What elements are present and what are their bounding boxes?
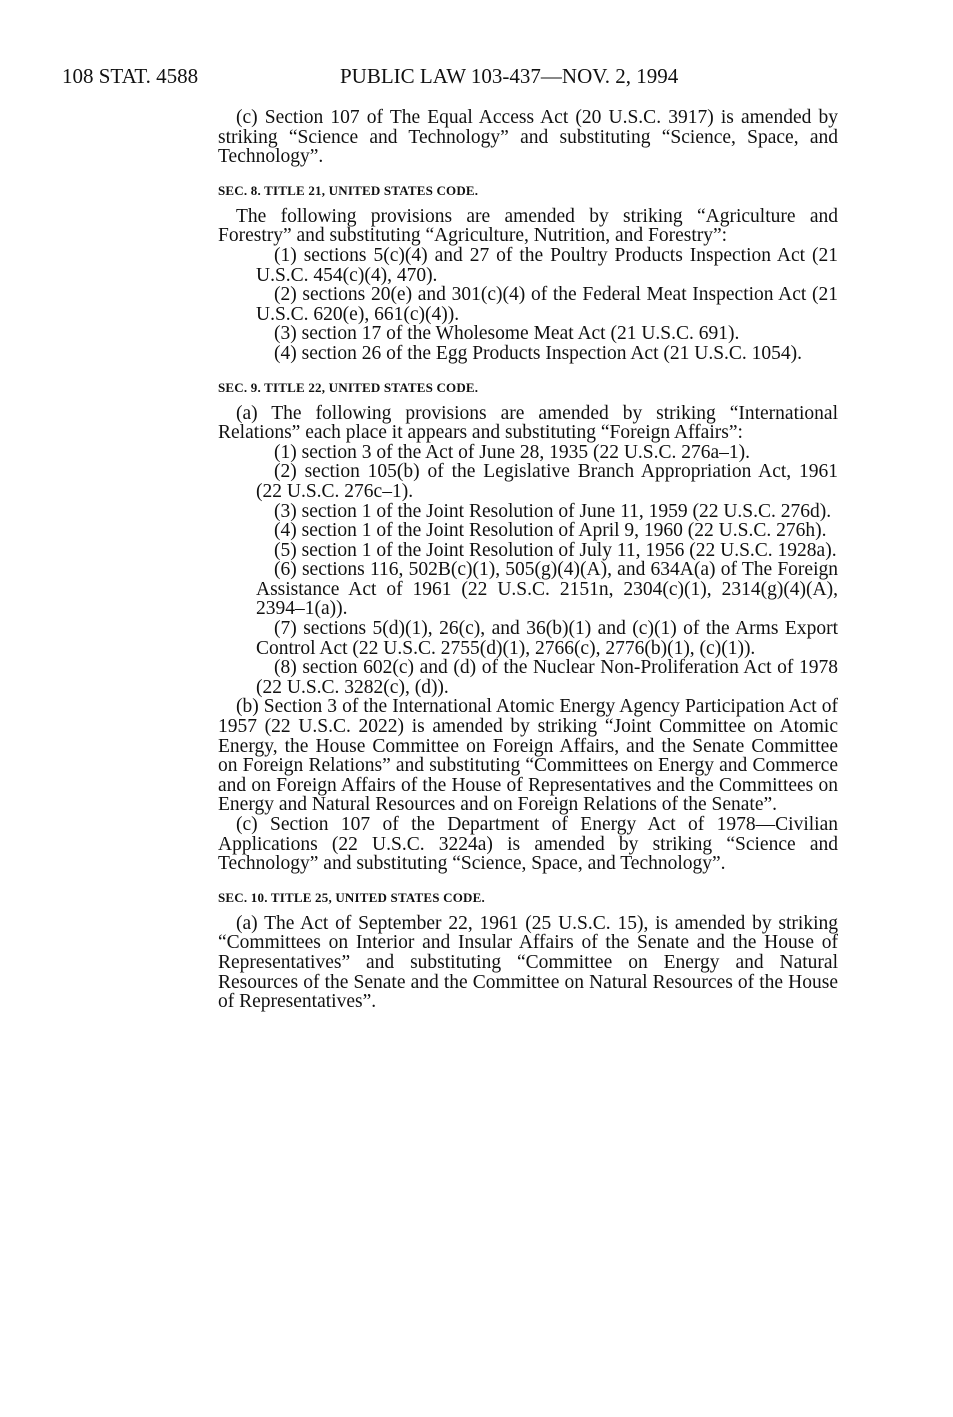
section-heading: SEC. 8. TITLE 21, UNITED STATES CODE. bbox=[218, 182, 479, 198]
list-item: (1) section 3 of the Act of June 28, 1935 (22 U.S.C. 276a–1). bbox=[274, 441, 751, 463]
list-item: (5) section 1 of the Joint Resolution of July 11, 1956 (22 U.S.C. 1928a). bbox=[274, 539, 837, 561]
stat-citation: 108 STAT. 4588 bbox=[62, 64, 199, 88]
list-item: (4) section 26 of the Egg Products Inspection Act (21 U.S.C. 1054). bbox=[274, 342, 803, 364]
running-header: PUBLIC LAW 103-437—NOV. 2, 1994 bbox=[340, 64, 679, 88]
list-item: (1) sections 5(c)(4) and 27 of the Poultry Products Inspection Act (21 U.S.C. 454(c)(4), 470). bbox=[256, 244, 838, 286]
section-heading: SEC. 9. TITLE 22, UNITED STATES CODE. bbox=[218, 379, 479, 395]
paragraph: (c) Section 107 of The Equal Access Act (20 U.S.C. 3917) is amended by striking “Science and Technology” and substituting “Science, Space, and Technology”. bbox=[218, 107, 838, 168]
list-item: (2) section 105(b) of the Legislative Branch Appropriation Act, 1961 (22 U.S.C. 276c–1). bbox=[256, 461, 838, 502]
paragraph: (a) The following provisions are amended by striking “International Relations” each place it appears and substituting “Foreign Affairs”: bbox=[218, 402, 838, 444]
list-item: (6) sections 116, 502B(c)(1), 505(g)(4)(A), and 634A(a) of The Foreign Assistance Act of 1961 (22 U.S.C. 2151n, 2304(c)(1), 2314(g)(4)(A), 2394–1(a)). bbox=[256, 559, 838, 620]
list-item: (8) section 602(c) and (d) of the Nuclear Non-Proliferation Act of 1978 (22 U.S.C. 3282(c), (d)). bbox=[256, 657, 838, 698]
paragraph: (a) The Act of September 22, 1961 (25 U.S.C. 15), is amended by striking “Committees on Interior and Insular Affairs of the Senate and the House of Representatives” and substituting “Committee on Energy and Natural Resources of the Senate and the Committee on Natural Resources of the House of Representatives”. bbox=[218, 912, 838, 1013]
paragraph: (b) Section 3 of the International Atomic Energy Agency Participation Act of 1957 (22 U.S.C. 2022) is amended by striking “Joint Committee on Atomic Energy, the House Committee on Foreign Affairs, and the Senate Committee on Foreign Relations” and substituting “Committees on Energy and Commerce and on Foreign Affairs of the House of Representatives and the Committees on Energy and Natural Resources and on Foreign Relations of the Senate”. bbox=[218, 696, 838, 816]
paragraph: (c) Section 107 of the Department of Energy Act of 1978—Civilian Applications (22 U.S.C. 3224a) is amended by striking “Science and Technology” and substituting “Science, Space, and Technology”. bbox=[218, 814, 838, 875]
paragraph: The following provisions are amended by striking “Agriculture and Forestry” and substituting “Agriculture, Nutrition, and Forestry”: bbox=[218, 205, 838, 247]
page-body bbox=[218, 108, 838, 1012]
section-heading: SEC. 10. TITLE 25, UNITED STATES CODE. bbox=[218, 889, 485, 905]
list-item: (4) section 1 of the Joint Resolution of April 9, 1960 (22 U.S.C. 276h). bbox=[274, 520, 827, 542]
list-item: (2) sections 20(e) and 301(c)(4) of the Federal Meat Inspection Act (21 U.S.C. 620(e), 661(c)(4)). bbox=[256, 284, 838, 325]
list-item: (7) sections 5(d)(1), 26(c), and 36(b)(1) and (c)(1) of the Arms Export Control Act (22 U.S.C. 2755(d)(1), 2766(c), 2776(b)(1), (c)(1)). bbox=[256, 618, 838, 659]
list-item: (3) section 17 of the Wholesome Meat Act (21 U.S.C. 691). bbox=[274, 323, 740, 345]
list-item: (3) section 1 of the Joint Resolution of June 11, 1959 (22 U.S.C. 276d). bbox=[274, 500, 832, 522]
